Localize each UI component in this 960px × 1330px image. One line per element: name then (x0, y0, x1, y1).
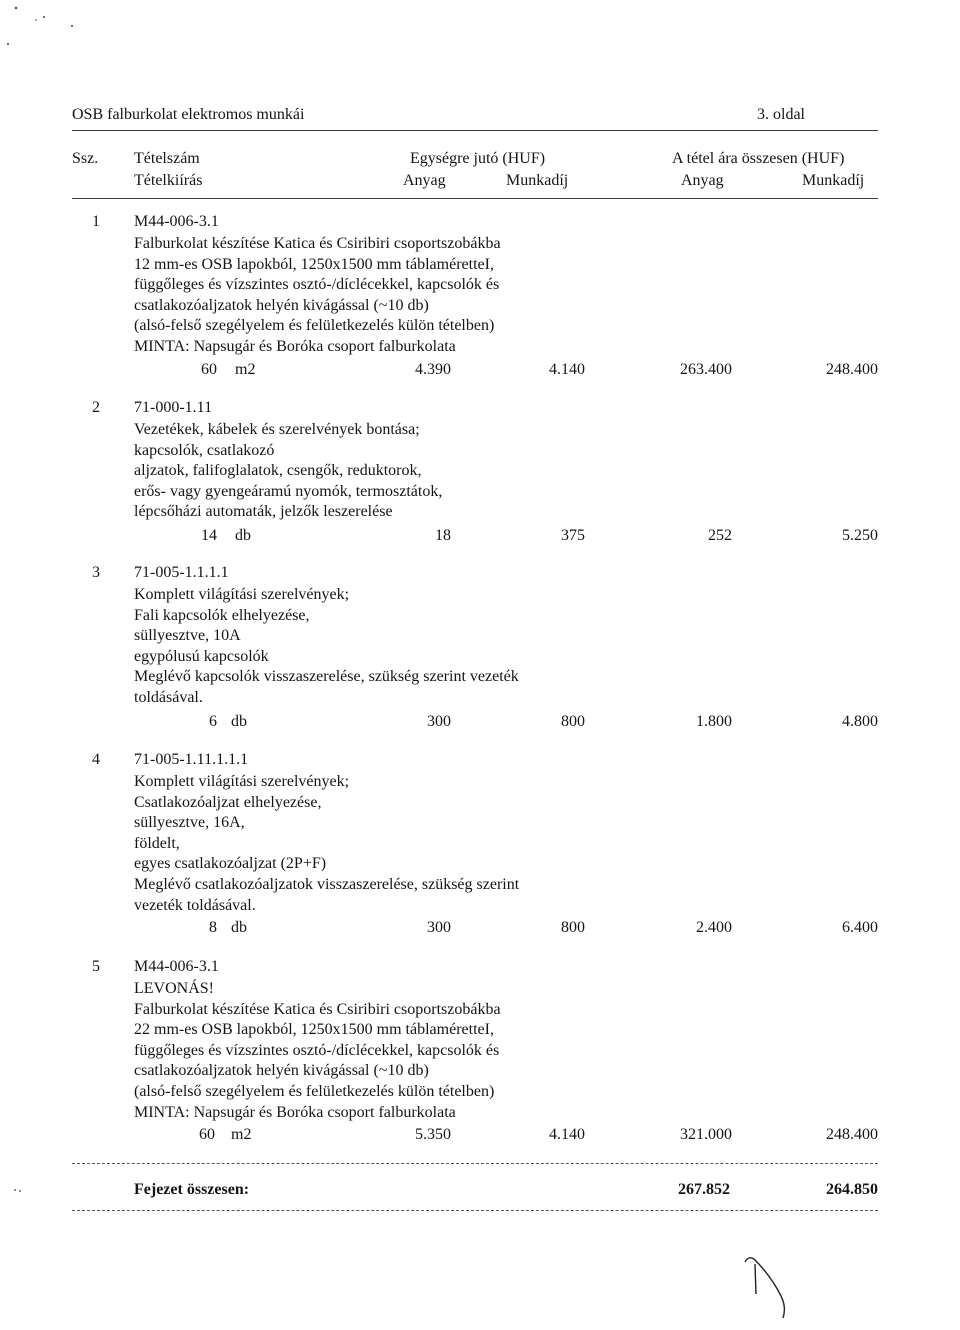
col-ssz: Ssz. (72, 150, 99, 167)
unit-price-munkadij: 4.140 (549, 1126, 585, 1143)
item-unit: m2 (231, 1126, 252, 1143)
col-anyag-unit: Anyag (403, 172, 446, 189)
description-line: lépcsőházi automaták, jelzők leszerelése (134, 503, 393, 521)
item-quantity: 6 (209, 713, 217, 730)
item-number: 4 (92, 751, 100, 768)
total-anyag: 252 (708, 527, 732, 544)
item-code: M44-006-3.1 (134, 958, 219, 975)
total-munkadij: 248.400 (826, 1126, 878, 1143)
unit-price-munkadij: 800 (561, 919, 585, 936)
description-line: Meglévő csatlakozóaljzatok visszaszerelése, szükség szerint (134, 875, 520, 893)
col-anyag-total: Anyag (681, 172, 724, 189)
description-line: egypólusú kapcsolók (134, 647, 269, 665)
description-line: Komplett világítási szerelvények; (134, 586, 350, 603)
description-line: süllyesztve, 16A, (134, 814, 245, 832)
description-line: Falburkolat készítése Katica és Csiribiri csoportszobákba (134, 1000, 501, 1018)
description-line: MINTA: Napsugár és Boróka csoport falburkolata (134, 337, 456, 355)
col-tetelkiiras: Tételkiírás (134, 172, 203, 189)
col-egysegre-juto: Egységre jutó (HUF) (410, 150, 546, 167)
col-tetel-ara: A tétel ára összesen (HUF) (672, 150, 845, 167)
description-line: MINTA: Napsugár és Boróka csoport falburkolata (134, 1103, 456, 1121)
total-anyag: 263.400 (680, 361, 732, 378)
description-line: kapcsolók, csatlakozó (134, 441, 275, 459)
description-line: Csatlakozóaljzat elhelyezése, (134, 793, 322, 811)
description-line: aljzatok, falifoglalatok, csengők, reduktorok, (134, 462, 422, 480)
description-line: egyes csatlakozóaljzat (2P+F) (134, 855, 327, 873)
item-quantity: 60 (199, 1126, 215, 1143)
col-tetelszam: Tételszám (134, 150, 200, 167)
unit-price-anyag: 300 (427, 713, 451, 730)
description-line: függőleges és vízszintes osztó-/díclécekkel, kapcsolók és (134, 276, 500, 294)
description-line: csatlakozóaljzatok helyén kivágással (~10 db) (134, 1062, 429, 1080)
item-code: 71-005-1.1.1.1 (134, 564, 229, 581)
item-number: 3 (92, 564, 100, 581)
unit-price-anyag: 300 (427, 919, 451, 936)
item-number: 5 (92, 958, 100, 975)
col-munkadij-total: Munkadíj (802, 172, 865, 189)
item-unit: db (231, 713, 247, 730)
item-code: 71-005-1.11.1.1.1 (134, 751, 249, 768)
description-line: erős- vagy gyengeáramú nyomók, termosztátok, (134, 482, 443, 500)
unit-price-munkadij: 800 (561, 713, 585, 730)
item-code: M44-006-3.1 (134, 213, 219, 230)
chapter-total-anyag: 267.852 (678, 1181, 730, 1198)
description-line: Vezetékek, kábelek és szerelvények bontása; (134, 421, 420, 438)
document-title: OSB falburkolat elektromos munkái (72, 106, 305, 123)
unit-price-munkadij: 375 (561, 527, 585, 544)
item-quantity: 8 (209, 919, 217, 936)
description-line: vezeték toldásával. (134, 896, 256, 914)
total-munkadij: 248.400 (826, 361, 878, 378)
total-anyag: 321.000 (680, 1126, 732, 1143)
total-munkadij: 5.250 (842, 527, 878, 544)
unit-price-anyag: 5.350 (415, 1126, 451, 1143)
description-line: Komplett világítási szerelvények; (134, 773, 350, 790)
item-unit: db (231, 919, 247, 936)
description-line: függőleges és vízszintes osztó-/díclécekkel, kapcsolók és (134, 1041, 500, 1059)
unit-price-anyag: 4.390 (415, 361, 451, 378)
total-anyag: 2.400 (696, 919, 732, 936)
total-munkadij: 4.800 (842, 713, 878, 730)
description-line: LEVONÁS! (134, 980, 214, 997)
description-line: földelt, (134, 834, 180, 852)
total-munkadij: 6.400 (842, 919, 878, 936)
page-number: 3. oldal (757, 106, 805, 123)
description-line: (alsó-felső szegélyelem és felületkezelés külön tételben) (134, 1082, 495, 1100)
unit-price-munkadij: 4.140 (549, 361, 585, 378)
item-code: 71-000-1.11 (134, 399, 213, 416)
description-line: Falburkolat készítése Katica és Csiribiri csoportszobákba (134, 235, 501, 252)
description-line: 22 mm-es OSB lapokból, 1250x1500 mm táblaméretteI, (134, 1021, 494, 1039)
chapter-total-munkadij: 264.850 (826, 1181, 878, 1198)
description-line: csatlakozóaljzatok helyén kivágással (~10 db) (134, 296, 429, 314)
total-anyag: 1.800 (696, 713, 732, 730)
description-line: toldásával. (134, 688, 203, 706)
description-line: süllyesztve, 10A (134, 627, 241, 645)
description-line: (alsó-felső szegélyelem és felületkezelés külön tételben) (134, 317, 495, 335)
description-line: Fali kapcsolók elhelyezése, (134, 606, 310, 624)
item-unit: m2 (235, 361, 256, 378)
chapter-total-label: Fejezet összesen: (134, 1181, 250, 1198)
item-number: 2 (92, 399, 100, 416)
unit-price-anyag: 18 (435, 527, 451, 544)
description-line: 12 mm-es OSB lapokból, 1250x1500 mm táblaméretteI, (134, 255, 494, 273)
item-quantity: 60 (201, 361, 217, 378)
description-line: Meglévő kapcsolók visszaszerelése, szükség szerint vezeték (134, 668, 519, 686)
item-quantity: 14 (201, 527, 217, 544)
handwritten-check-mark (735, 1250, 795, 1320)
col-munkadij-unit: Munkadíj (506, 172, 569, 189)
item-unit: db (235, 527, 251, 544)
item-number: 1 (92, 213, 100, 230)
